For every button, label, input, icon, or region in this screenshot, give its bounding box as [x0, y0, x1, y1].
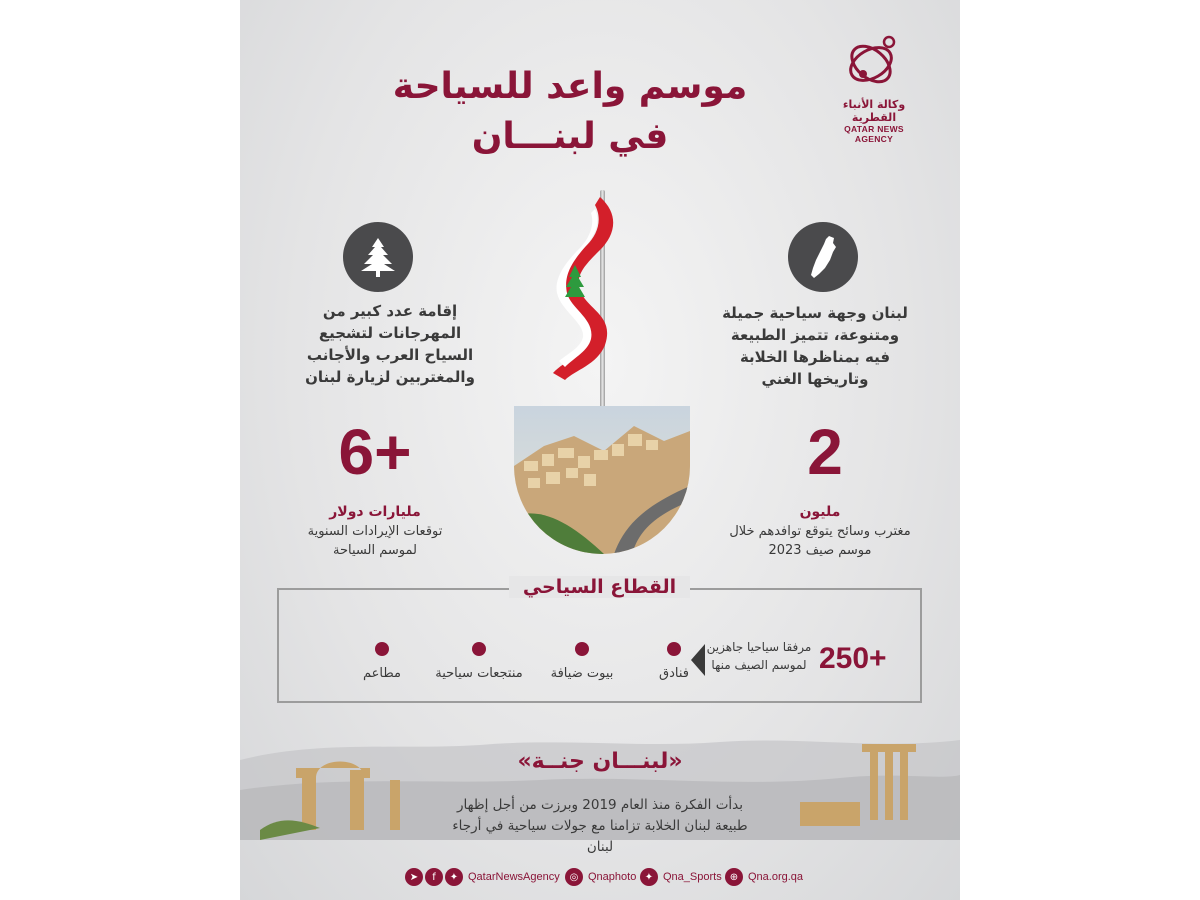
- facilities-description: مرفقا سياحيا جاهزين لموسم الصيف منها: [706, 640, 812, 672]
- revenue-label: مليارات دولار: [329, 504, 421, 520]
- social-handle-2: Qnaphoto: [588, 871, 637, 883]
- telegram-icon: ➤: [405, 868, 423, 886]
- title-line-2: في لبنـــان: [471, 116, 669, 157]
- bullet-dot-icon: [575, 642, 589, 656]
- bullet-dot-icon: [375, 642, 389, 656]
- website-link[interactable]: Qna.org.qa: [748, 871, 804, 883]
- social-handle-1: QatarNewsAgency: [468, 871, 560, 883]
- sector-title: القطاع السياحي: [509, 576, 690, 598]
- bullet-dot-icon: [667, 642, 681, 656]
- qna-logo-icon: [839, 30, 909, 92]
- lebanon-map-icon: [803, 234, 843, 280]
- bullet-dot-icon: [472, 642, 486, 656]
- category-label: بيوت ضيافة: [550, 666, 614, 681]
- social-footer: [240, 862, 960, 890]
- social-group-instagram[interactable]: [565, 868, 636, 886]
- logo-arabic-text: وكالة الأنباء القطرية: [842, 98, 906, 124]
- lebanon-paradise-title: «لبنـــان جنــة»: [517, 749, 683, 774]
- visitors-label: مليون: [799, 504, 841, 520]
- festivals-text: إقامة عدد كبير من المهرجانات لتشجيع السياح العرب والأجانب والمغتربين لزيارة لبنان: [305, 302, 475, 386]
- lebanon-town-photo: [514, 406, 690, 554]
- category-hotels: [634, 642, 714, 681]
- instagram-icon: ◎: [565, 868, 583, 886]
- cedar-icon-circle: [343, 222, 413, 292]
- category-guesthouses: [537, 642, 627, 681]
- facilities-number: 250+: [819, 642, 887, 675]
- globe-icon: ⊕: [725, 868, 743, 886]
- twitter-icon: ✦: [640, 868, 658, 886]
- title-line-1: موسم واعد للسياحة: [392, 66, 748, 107]
- page-title: [360, 62, 780, 162]
- revenue-description: توقعات الإيرادات السنوية لموسم السياحة: [307, 524, 443, 558]
- visitors-description: مغترب وسائح يتوقع توافدهم خلال موسم صيف 2023: [729, 524, 911, 558]
- social-group-sports[interactable]: [640, 868, 722, 886]
- revenue-number: 6+: [338, 416, 412, 488]
- destination-text: لبنان وجهة سياحية جميلة ومتنوعة، تتميز الطبيعة فيه بمناظرها الخلابة وتاريخها الغني: [722, 304, 908, 388]
- facebook-icon: f: [425, 868, 443, 886]
- qna-logo: [824, 30, 924, 144]
- infographic-poster: [240, 0, 960, 900]
- category-restaurants: [347, 642, 417, 681]
- category-resorts: [424, 642, 534, 681]
- category-label: فنادق: [659, 666, 689, 681]
- category-label: منتجعات سياحية: [435, 666, 523, 681]
- lebanon-paradise-text: بدأت الفكرة منذ العام 2019 وبرزت من أجل إظهار طبيعة لبنان الخلابة تزامنا مع جولات سياحية في أرجاء لبنان: [452, 797, 748, 855]
- social-handle-3: Qna_Sports: [663, 871, 722, 883]
- category-label: مطاعم: [363, 666, 401, 681]
- social-group-main[interactable]: [405, 868, 560, 886]
- social-group-website[interactable]: [725, 868, 803, 886]
- sector-title-wrap: [279, 576, 920, 598]
- logo-english-text: QATAR NEWS AGENCY: [844, 124, 904, 144]
- visitors-number: 2: [807, 416, 843, 488]
- map-icon-circle: [788, 222, 858, 292]
- tourism-sector-box: [277, 576, 922, 703]
- twitter-icon: ✦: [445, 868, 463, 886]
- cedar-tree-icon: [356, 235, 400, 279]
- lebanon-flag-illustration: [545, 195, 625, 385]
